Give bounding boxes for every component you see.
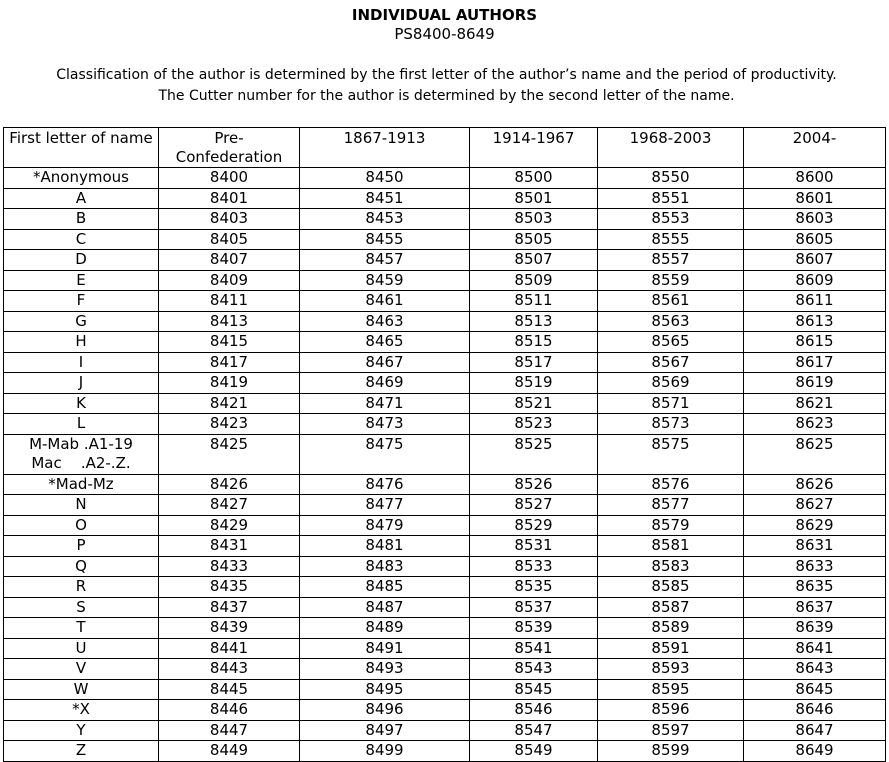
cutter-number-cell: 8609 <box>744 270 886 291</box>
cutter-number-cell: 8583 <box>598 556 744 577</box>
letter-cell: O <box>4 515 159 536</box>
table-row <box>4 638 886 659</box>
cutter-number-cell: 8637 <box>744 597 886 618</box>
cutter-number-cell: 8463 <box>300 311 470 332</box>
cutter-number-cell: 8595 <box>598 679 744 700</box>
cutter-number-cell: 8547 <box>470 720 598 741</box>
cutter-number-cell: 8403 <box>159 209 300 230</box>
letter-cell: H <box>4 332 159 353</box>
table-row <box>4 188 886 209</box>
cutter-number-cell: 8461 <box>300 291 470 312</box>
cutter-number-cell: 8509 <box>470 270 598 291</box>
table-row <box>4 209 886 230</box>
header-1968-2003: 1968-2003 <box>598 128 744 168</box>
cutter-number-cell: 8473 <box>300 414 470 435</box>
cutter-number-cell: 8591 <box>598 638 744 659</box>
cutter-number-cell: 8596 <box>598 700 744 721</box>
cutter-number-cell: 8517 <box>470 352 598 373</box>
cutter-number-cell: 8557 <box>598 250 744 271</box>
cutter-number-cell: 8619 <box>744 373 886 394</box>
cutter-number-cell: 8446 <box>159 700 300 721</box>
letter-cell: L <box>4 414 159 435</box>
table-row <box>4 741 886 762</box>
cutter-number-cell: 8441 <box>159 638 300 659</box>
table-row <box>4 597 886 618</box>
cutter-number-cell: 8526 <box>470 474 598 495</box>
letter-cell: E <box>4 270 159 291</box>
table-body <box>4 168 886 762</box>
cutter-number-cell: 8539 <box>470 618 598 639</box>
cutter-number-cell: 8550 <box>598 168 744 189</box>
cutter-number-cell: 8437 <box>159 597 300 618</box>
cutter-number-cell: 8495 <box>300 679 470 700</box>
cutter-number-cell: 8405 <box>159 229 300 250</box>
cutter-number-cell: 8459 <box>300 270 470 291</box>
cutter-number-cell: 8457 <box>300 250 470 271</box>
letter-cell: C <box>4 229 159 250</box>
cutter-number-cell: 8471 <box>300 393 470 414</box>
cutter-number-cell: 8555 <box>598 229 744 250</box>
cutter-number-cell: 8443 <box>159 659 300 680</box>
intro-line-2: The Cutter number for the author is determined by the second letter of the name. <box>158 88 735 104</box>
table-row <box>4 373 886 394</box>
letter-cell: P <box>4 536 159 557</box>
cutter-number-cell: 8639 <box>744 618 886 639</box>
cutter-number-cell: 8426 <box>159 474 300 495</box>
cutter-number-cell: 8549 <box>470 741 598 762</box>
cutter-number-cell: 8537 <box>470 597 598 618</box>
cutter-number-cell: 8626 <box>744 474 886 495</box>
cutter-number-cell: 8409 <box>159 270 300 291</box>
cutter-number-cell: 8489 <box>300 618 470 639</box>
cutter-number-cell: 8615 <box>744 332 886 353</box>
cutter-number-cell: 8523 <box>470 414 598 435</box>
cutter-number-cell: 8575 <box>598 434 744 474</box>
cutter-number-cell: 8527 <box>470 495 598 516</box>
table-row <box>4 250 886 271</box>
letter-cell: R <box>4 577 159 598</box>
cutter-number-cell: 8407 <box>159 250 300 271</box>
table-row <box>4 311 886 332</box>
cutter-number-cell: 8427 <box>159 495 300 516</box>
cutter-number-cell: 8477 <box>300 495 470 516</box>
cutter-number-cell: 8611 <box>744 291 886 312</box>
cutter-number-cell: 8531 <box>470 536 598 557</box>
cutter-number-cell: 8631 <box>744 536 886 557</box>
cutter-number-cell: 8419 <box>159 373 300 394</box>
letter-cell: Z <box>4 741 159 762</box>
cutter-number-cell: 8543 <box>470 659 598 680</box>
cutter-number-cell: 8546 <box>470 700 598 721</box>
cutter-number-cell: 8500 <box>470 168 598 189</box>
intro-text <box>0 65 889 107</box>
cutter-number-cell: 8445 <box>159 679 300 700</box>
table-row <box>4 414 886 435</box>
cutter-number-cell: 8553 <box>598 209 744 230</box>
cutter-number-cell: 8541 <box>470 638 598 659</box>
cutter-number-cell: 8573 <box>598 414 744 435</box>
letter-cell: W <box>4 679 159 700</box>
table-row <box>4 536 886 557</box>
intro-line-1: Classification of the author is determined by the first letter of the author’s name and the period of productivity. <box>56 67 837 83</box>
cutter-number-cell: 8455 <box>300 229 470 250</box>
cutter-number-cell: 8581 <box>598 536 744 557</box>
cutter-number-cell: 8513 <box>470 311 598 332</box>
letter-cell: J <box>4 373 159 394</box>
cutter-number-cell: 8421 <box>159 393 300 414</box>
cutter-number-cell: 8600 <box>744 168 886 189</box>
cutter-number-cell: 8601 <box>744 188 886 209</box>
table-row <box>4 332 886 353</box>
cutter-number-cell: 8451 <box>300 188 470 209</box>
table-row <box>4 659 886 680</box>
table-row <box>4 577 886 598</box>
header-first-letter: First letter of name <box>4 128 159 168</box>
cutter-number-cell: 8483 <box>300 556 470 577</box>
cutter-number-cell: 8621 <box>744 393 886 414</box>
cutter-table <box>3 127 886 762</box>
cutter-number-cell: 8481 <box>300 536 470 557</box>
table-row <box>4 556 886 577</box>
table-row <box>4 720 886 741</box>
letter-cell: T <box>4 618 159 639</box>
cutter-number-cell: 8635 <box>744 577 886 598</box>
cutter-number-cell: 8641 <box>744 638 886 659</box>
cutter-number-cell: 8469 <box>300 373 470 394</box>
cutter-number-cell: 8625 <box>744 434 886 474</box>
letter-cell <box>4 434 159 474</box>
letter-cell: U <box>4 638 159 659</box>
cutter-number-cell: 8645 <box>744 679 886 700</box>
cutter-number-cell: 8643 <box>744 659 886 680</box>
table-row <box>4 434 886 474</box>
cutter-number-cell: 8431 <box>159 536 300 557</box>
table-row <box>4 495 886 516</box>
class-range: PS8400-8649 <box>394 25 495 43</box>
letter-cell: G <box>4 311 159 332</box>
cutter-number-cell: 8433 <box>159 556 300 577</box>
header-pre-line-2: Confederation <box>175 148 283 166</box>
cutter-number-cell: 8450 <box>300 168 470 189</box>
cutter-number-cell: 8577 <box>598 495 744 516</box>
letter-cell: Y <box>4 720 159 741</box>
cutter-number-cell: 8567 <box>598 352 744 373</box>
cutter-number-cell: 8563 <box>598 311 744 332</box>
cutter-number-cell: 8505 <box>470 229 598 250</box>
cutter-number-cell: 8529 <box>470 515 598 536</box>
cutter-number-cell: 8439 <box>159 618 300 639</box>
cutter-number-cell: 8647 <box>744 720 886 741</box>
table-row <box>4 618 886 639</box>
cutter-number-cell: 8559 <box>598 270 744 291</box>
table-row <box>4 474 886 495</box>
cutter-number-cell: 8617 <box>744 352 886 373</box>
cutter-number-cell: 8413 <box>159 311 300 332</box>
table-row <box>4 352 886 373</box>
letter-cell: A <box>4 188 159 209</box>
letter-cell: Q <box>4 556 159 577</box>
cutter-number-cell: 8447 <box>159 720 300 741</box>
cutter-number-cell: 8521 <box>470 393 598 414</box>
cutter-number-cell: 8576 <box>598 474 744 495</box>
cutter-number-cell: 8501 <box>470 188 598 209</box>
cutter-number-cell: 8411 <box>159 291 300 312</box>
cutter-number-cell: 8551 <box>598 188 744 209</box>
cutter-number-cell: 8646 <box>744 700 886 721</box>
letter-cell: F <box>4 291 159 312</box>
cutter-number-cell: 8400 <box>159 168 300 189</box>
cutter-number-cell: 8479 <box>300 515 470 536</box>
cutter-number-cell: 8453 <box>300 209 470 230</box>
cutter-number-cell: 8491 <box>300 638 470 659</box>
cutter-number-cell: 8449 <box>159 741 300 762</box>
table-row <box>4 393 886 414</box>
cutter-number-cell: 8423 <box>159 414 300 435</box>
cutter-number-cell: 8485 <box>300 577 470 598</box>
cutter-number-cell: 8401 <box>159 188 300 209</box>
cutter-number-cell: 8593 <box>598 659 744 680</box>
letter-cell: *X <box>4 700 159 721</box>
table-row <box>4 229 886 250</box>
table-row <box>4 270 886 291</box>
cutter-number-cell: 8507 <box>470 250 598 271</box>
cutter-number-cell: 8467 <box>300 352 470 373</box>
table-row <box>4 700 886 721</box>
table-row <box>4 515 886 536</box>
cutter-number-cell: 8499 <box>300 741 470 762</box>
cutter-number-cell: 8415 <box>159 332 300 353</box>
header-1867-1913: 1867-1913 <box>300 128 470 168</box>
cutter-number-cell: 8476 <box>300 474 470 495</box>
page-title: INDIVIDUAL AUTHORS <box>351 6 538 24</box>
cutter-number-cell: 8579 <box>598 515 744 536</box>
cutter-number-cell: 8519 <box>470 373 598 394</box>
cutter-number-cell: 8535 <box>470 577 598 598</box>
cutter-number-cell: 8511 <box>470 291 598 312</box>
letter-cell: S <box>4 597 159 618</box>
cutter-number-cell: 8599 <box>598 741 744 762</box>
cutter-number-cell: 8623 <box>744 414 886 435</box>
table-row <box>4 168 886 189</box>
cutter-number-cell: 8613 <box>744 311 886 332</box>
letter-cell: B <box>4 209 159 230</box>
cutter-number-cell: 8569 <box>598 373 744 394</box>
cutter-number-cell: 8585 <box>598 577 744 598</box>
letter-cell: K <box>4 393 159 414</box>
cutter-number-cell: 8429 <box>159 515 300 536</box>
letter-cell: *Mad-Mz <box>4 474 159 495</box>
cutter-number-cell: 8525 <box>470 434 598 474</box>
cutter-number-cell: 8475 <box>300 434 470 474</box>
letter-cell-line-2: Mac .A2-.Z. <box>31 454 131 472</box>
cutter-number-cell: 8627 <box>744 495 886 516</box>
table-row <box>4 291 886 312</box>
cutter-number-cell: 8571 <box>598 393 744 414</box>
cutter-number-cell: 8633 <box>744 556 886 577</box>
cutter-number-cell: 8587 <box>598 597 744 618</box>
cutter-number-cell: 8417 <box>159 352 300 373</box>
cutter-number-cell: 8487 <box>300 597 470 618</box>
cutter-number-cell: 8649 <box>744 741 886 762</box>
table-row <box>4 679 886 700</box>
cutter-number-cell: 8533 <box>470 556 598 577</box>
letter-cell: I <box>4 352 159 373</box>
cutter-number-cell: 8589 <box>598 618 744 639</box>
letter-cell: V <box>4 659 159 680</box>
header-pre-line-1: Pre- <box>214 129 244 147</box>
letter-cell-line-1: M-Mab .A1-19 <box>29 434 133 453</box>
header-pre-confederation <box>159 128 300 168</box>
letter-cell: N <box>4 495 159 516</box>
cutter-number-cell: 8597 <box>598 720 744 741</box>
cutter-number-cell: 8465 <box>300 332 470 353</box>
cutter-number-cell: 8435 <box>159 577 300 598</box>
letter-cell: D <box>4 250 159 271</box>
cutter-number-cell: 8493 <box>300 659 470 680</box>
cutter-number-cell: 8603 <box>744 209 886 230</box>
cutter-number-cell: 8515 <box>470 332 598 353</box>
cutter-number-cell: 8497 <box>300 720 470 741</box>
header-row <box>4 128 886 168</box>
cutter-number-cell: 8629 <box>744 515 886 536</box>
header-1914-1967: 1914-1967 <box>470 128 598 168</box>
cutter-number-cell: 8425 <box>159 434 300 474</box>
cutter-number-cell: 8607 <box>744 250 886 271</box>
cutter-number-cell: 8565 <box>598 332 744 353</box>
cutter-number-cell: 8545 <box>470 679 598 700</box>
cutter-number-cell: 8503 <box>470 209 598 230</box>
letter-cell: *Anonymous <box>4 168 159 189</box>
header-2004: 2004- <box>744 128 886 168</box>
cutter-number-cell: 8605 <box>744 229 886 250</box>
cutter-number-cell: 8496 <box>300 700 470 721</box>
cutter-number-cell: 8561 <box>598 291 744 312</box>
